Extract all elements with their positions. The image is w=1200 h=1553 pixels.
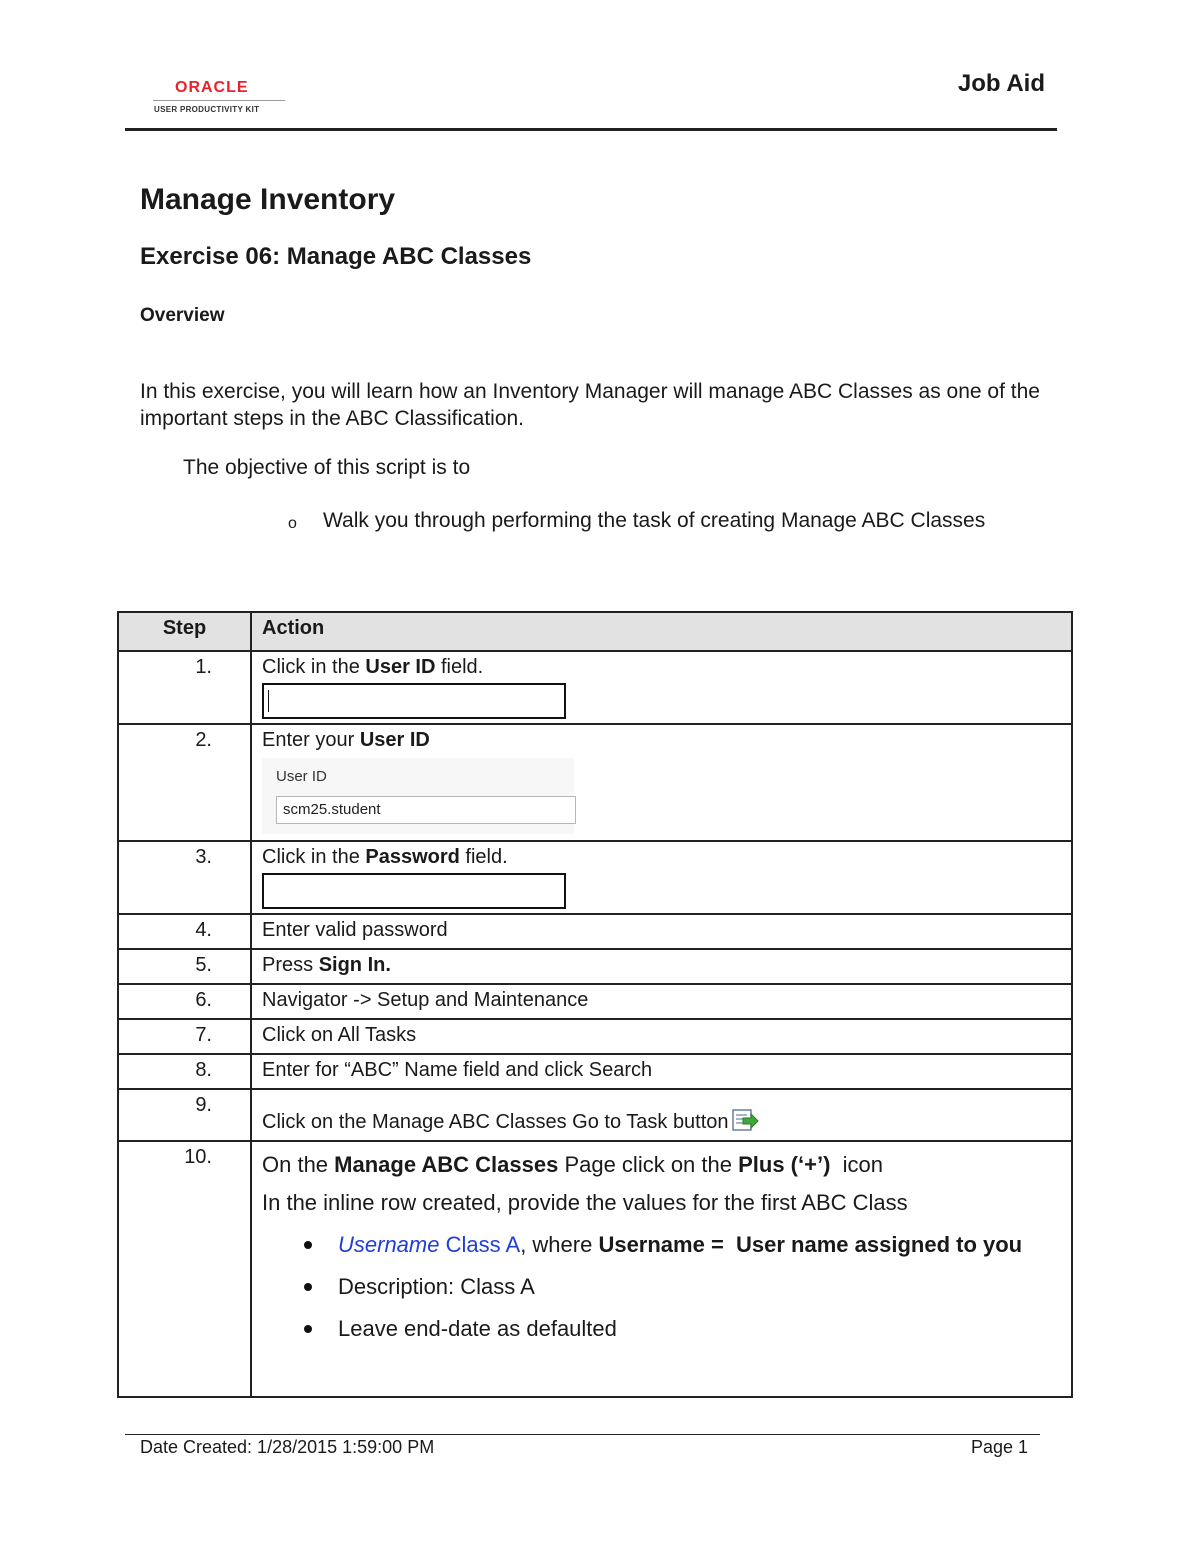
step-number: 1. xyxy=(118,651,251,724)
action-text: Press xyxy=(262,954,319,976)
table-row xyxy=(118,949,1072,984)
go-to-task-icon xyxy=(731,1106,759,1134)
step-action: Click on All Tasks xyxy=(251,1019,1072,1054)
action-text: Click in the xyxy=(262,846,366,868)
list-item xyxy=(338,1224,1061,1266)
bullet-dot xyxy=(304,1325,312,1333)
step-number: 3. xyxy=(118,841,251,914)
steps-table xyxy=(117,611,1073,1398)
action-text: Page click on the xyxy=(558,1152,739,1177)
username-placeholder: Username xyxy=(338,1232,440,1257)
date-created: Date Created: 1/28/2015 1:59:00 PM xyxy=(140,1437,435,1457)
oracle-upk-logo xyxy=(143,69,295,121)
table-row xyxy=(118,1089,1072,1141)
user-id-field-illustration xyxy=(262,683,566,719)
step-action: Navigator -> Setup and Maintenance xyxy=(251,984,1072,1019)
step-action xyxy=(251,1141,1072,1397)
action-text: Leave end-date as defaulted xyxy=(338,1316,617,1341)
bullet-dot xyxy=(304,1283,312,1291)
action-text: field. xyxy=(459,846,508,868)
page-number: Page 1 xyxy=(970,1437,1028,1457)
step-action: Enter valid password xyxy=(251,914,1072,949)
table-row xyxy=(118,651,1072,724)
user-id-screenshot xyxy=(262,758,574,834)
step-number: 8. xyxy=(118,1054,251,1089)
step-action xyxy=(251,651,1072,724)
table-row xyxy=(118,1141,1072,1397)
exercise-title: Exercise 06: Manage ABC Classes xyxy=(140,243,532,270)
footer-divider xyxy=(125,1434,1040,1435)
action-text: Click in the xyxy=(262,656,366,678)
class-name: Class A xyxy=(439,1232,521,1257)
password-field-illustration xyxy=(262,873,566,909)
action-text: On the xyxy=(262,1152,335,1177)
step-number: 4. xyxy=(118,914,251,949)
step-10-line-1 xyxy=(262,1146,1061,1184)
action-bold: Password xyxy=(365,846,460,868)
step-action xyxy=(251,949,1072,984)
action-text: icon xyxy=(830,1152,883,1177)
overview-heading: Overview xyxy=(140,305,225,326)
action-bold: Username = User name assigned to you xyxy=(598,1232,1023,1257)
step-action xyxy=(251,841,1072,914)
step-number: 10. xyxy=(118,1141,251,1397)
action-text: field. xyxy=(435,656,484,678)
action-bold: User ID xyxy=(359,729,430,751)
table-row xyxy=(118,1019,1072,1054)
table-row xyxy=(118,984,1072,1019)
action-bold: User ID xyxy=(365,656,436,678)
page-title: Manage Inventory xyxy=(140,183,396,216)
table-row xyxy=(118,1054,1072,1089)
action-text: Click on the Manage ABC Classes Go to Task button xyxy=(262,1111,729,1133)
table-header-row xyxy=(118,612,1072,651)
objective-bullet: o xyxy=(288,515,297,532)
action-bold: Plus (‘+’) xyxy=(738,1152,831,1177)
logo-product: USER PRODUCTIVITY KIT xyxy=(154,105,260,114)
table-row xyxy=(118,914,1072,949)
action-bold: Sign In. xyxy=(318,954,391,976)
column-header-action: Action xyxy=(251,612,1072,651)
step-number: 7. xyxy=(118,1019,251,1054)
column-header-step: Step xyxy=(118,612,251,651)
intro-paragraph: In this exercise, you will learn how an Inventory Manager will manage ABC Classes as one of the important steps in the ABC Classification. xyxy=(140,380,1040,430)
step-action xyxy=(251,1089,1072,1141)
bullet-dot xyxy=(304,1241,312,1249)
logo-brand: ORACLE xyxy=(175,79,249,96)
header-divider xyxy=(125,128,1057,131)
list-item xyxy=(338,1308,1061,1350)
step-10-bullets xyxy=(262,1224,1061,1350)
objective-text: The objective of this script is to xyxy=(183,456,471,479)
doc-type-label: Job Aid xyxy=(957,70,1045,97)
action-text: Enter your xyxy=(262,729,360,751)
step-number: 2. xyxy=(118,724,251,841)
logo-divider xyxy=(153,100,285,101)
text-cursor xyxy=(268,690,269,712)
action-text: , where xyxy=(520,1232,599,1257)
user-id-label: User ID xyxy=(276,768,327,785)
user-id-input: scm25.student xyxy=(276,796,576,824)
objective-item: Walk you through performing the task of creating Manage ABC Classes xyxy=(323,509,986,532)
step-number: 6. xyxy=(118,984,251,1019)
table-row xyxy=(118,724,1072,841)
step-number: 5. xyxy=(118,949,251,984)
step-number: 9. xyxy=(118,1089,251,1141)
action-bold: Manage ABC Classes xyxy=(334,1152,559,1177)
action-text: Description: Class A xyxy=(338,1274,535,1299)
step-action xyxy=(251,724,1072,841)
table-row xyxy=(118,841,1072,914)
step-action: Enter for “ABC” Name field and click Search xyxy=(251,1054,1072,1089)
list-item xyxy=(338,1266,1061,1308)
step-10-line-2: In the inline row created, provide the values for the first ABC Class xyxy=(262,1190,908,1215)
